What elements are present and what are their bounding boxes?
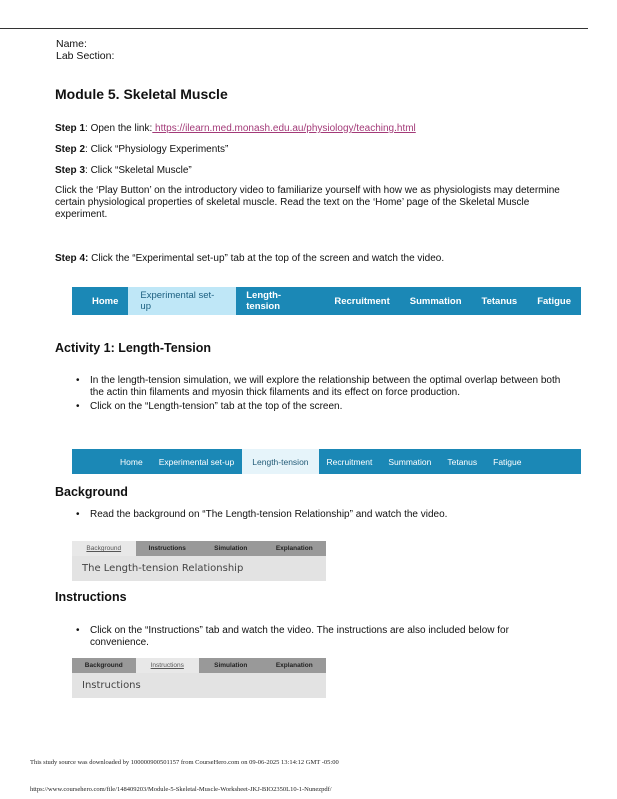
step-1-label: Step 1 — [55, 123, 86, 134]
tab-home[interactable]: Home — [92, 295, 119, 307]
step-1-text: : Open the link: — [85, 123, 153, 134]
physiology-link[interactable]: https://ilearn.med.monash.edu.au/physiology/teaching.html — [152, 123, 416, 134]
tab-tetanus[interactable]: Tetanus — [447, 456, 478, 467]
step-2 — [55, 144, 228, 156]
tab-summation[interactable]: Summation — [409, 295, 462, 307]
step-4-label: Step 4: — [55, 253, 89, 264]
background-bullets — [76, 509, 566, 523]
background-heading: Background — [55, 485, 128, 499]
subtab-simulation[interactable]: Simulation — [214, 545, 248, 552]
list-item: • Click on the “Instructions” tab and watch the video. The instructions are also included below for convenience. — [76, 625, 566, 649]
list-item: • Read the background on “The Length-tension Relationship” and watch the video. — [76, 509, 566, 521]
activity-1-bullets — [76, 375, 566, 415]
subtab-background[interactable]: Background — [72, 541, 136, 556]
tab-recruitment[interactable]: Recruitment — [334, 295, 390, 307]
tab-fatigue[interactable]: Fatigue — [493, 456, 522, 467]
name-label: Name: — [56, 38, 87, 50]
tab-tetanus[interactable]: Tetanus — [481, 295, 518, 307]
step-1 — [55, 123, 575, 135]
intro-paragraph: Click the ‘Play Button’ on the introductory video to familiarize yourself with how we as physiologists may determine certain physiological properties of skeletal muscle. Read the text on the ‘Home’ page of the Skeletal Muscle experiment. — [55, 185, 560, 220]
subnav-tabs — [72, 541, 326, 556]
instructions-bullets — [76, 625, 566, 651]
subtab-instructions[interactable]: Instructions — [148, 545, 186, 552]
step-3-text: : Click “Skeletal Muscle” — [85, 165, 192, 176]
tab-summation[interactable]: Summation — [388, 456, 432, 467]
experiment-nav-bar-length-tension — [72, 449, 581, 474]
activity-1-heading: Activity 1: Length-Tension — [55, 341, 212, 355]
lab-section-label: Lab Section: — [56, 50, 115, 62]
background-subnav — [72, 541, 326, 581]
step-3-label: Step 3 — [55, 165, 86, 176]
instructions-heading: Instructions — [55, 590, 127, 604]
list-item: • In the length-tension simulation, we will explore the relationship between the optimal overlap between both the actin thin filaments and myosin thick filaments and its effect on force production. — [76, 375, 566, 399]
source-url[interactable]: https://www.coursehero.com/file/148409203/Module-5-Skeletal-Muscle-Worksheet-JKJ-BIO2350L10-1-Nunezpdf/ — [30, 786, 332, 793]
subtab-explanation[interactable]: Explanation — [275, 662, 313, 669]
subtab-background[interactable]: Background — [84, 662, 123, 669]
tab-home[interactable]: Home — [120, 456, 143, 467]
subnav-tabs — [72, 658, 326, 673]
step-4-text: Click the “Experimental set-up” tab at the top of the screen and watch the video. — [88, 253, 445, 264]
step-3 — [55, 165, 192, 177]
step-4 — [55, 253, 575, 265]
experiment-nav-bar — [72, 287, 581, 315]
instructions-subnav — [72, 658, 326, 698]
instructions-panel-title: Instructions — [72, 673, 326, 698]
step-2-label: Step 2 — [55, 144, 86, 155]
tab-length-tension[interactable]: Length-tension — [242, 449, 318, 474]
list-item: • Click on the “Length-tension” tab at the top of the screen. — [76, 401, 566, 413]
subtab-instructions[interactable]: Instructions — [136, 658, 200, 673]
download-note: This study source was downloaded by 100000900501157 from CourseHero.com on 09-06-2025 13:14:12 GMT -05:00 — [30, 759, 339, 766]
background-panel-title: The Length-tension Relationship — [72, 556, 326, 581]
page-title: Module 5. Skeletal Muscle — [55, 86, 228, 102]
step-2-text: : Click “Physiology Experiments” — [85, 144, 229, 155]
tab-fatigue[interactable]: Fatigue — [537, 295, 571, 307]
tab-experimental-setup[interactable]: Experimental set-up — [128, 287, 236, 315]
subtab-explanation[interactable]: Explanation — [275, 545, 313, 552]
tab-recruitment[interactable]: Recruitment — [326, 456, 373, 467]
tab-experimental-setup[interactable]: Experimental set-up — [158, 456, 235, 467]
subtab-simulation[interactable]: Simulation — [214, 662, 248, 669]
tab-length-tension[interactable]: Length-tension — [246, 290, 282, 312]
top-rule — [0, 28, 588, 29]
